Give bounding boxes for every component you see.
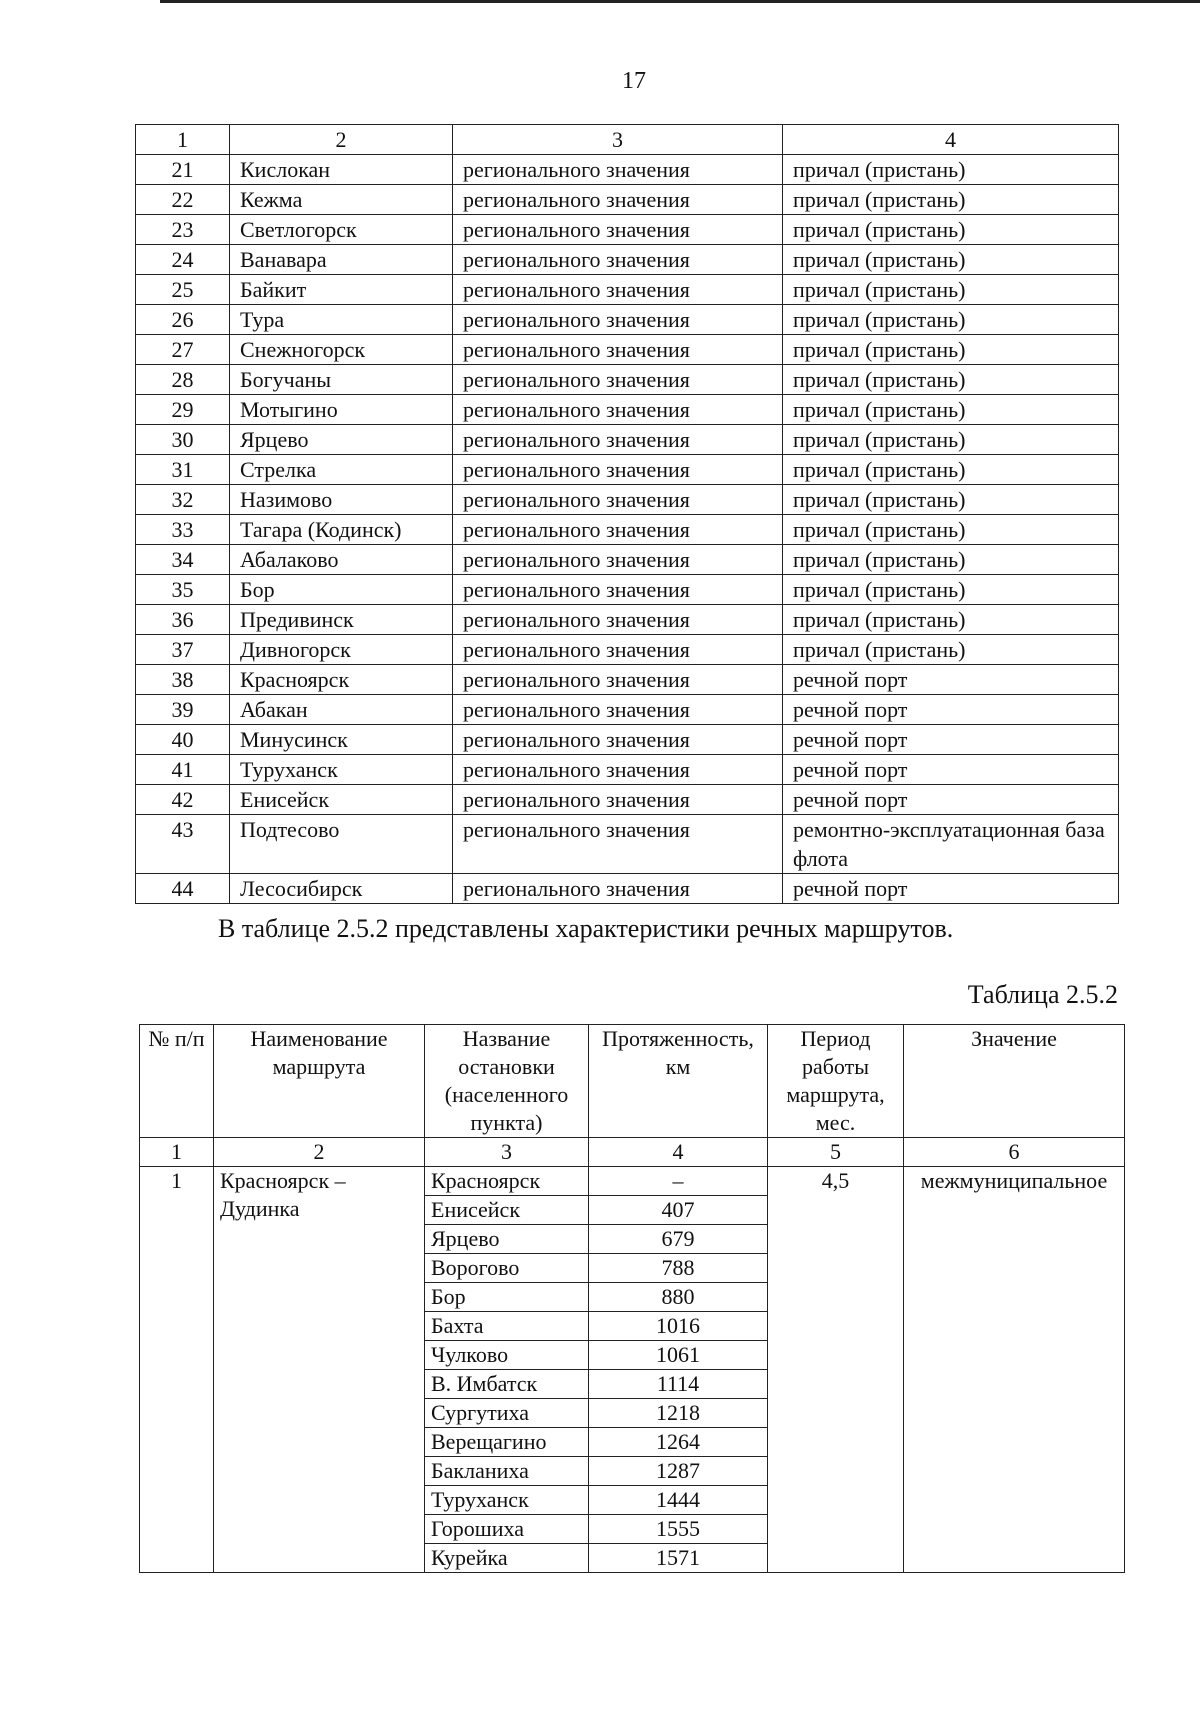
row-number-cell: 42 <box>136 785 230 815</box>
distance-cell: 1287 <box>589 1457 768 1486</box>
row-number-cell: 28 <box>136 365 230 395</box>
row-number-cell: 33 <box>136 515 230 545</box>
stop-name-cell: Ворогово <box>425 1254 589 1283</box>
row-number-cell: 31 <box>136 455 230 485</box>
table-row <box>136 815 1119 874</box>
facility-type-cell: речной порт <box>783 725 1119 755</box>
significance-cell: регионального значения <box>453 275 783 305</box>
row-number-cell: 40 <box>136 725 230 755</box>
ports-table <box>135 124 1119 904</box>
table-row <box>136 575 1119 605</box>
stop-name-cell: Туруханск <box>425 1486 589 1515</box>
route-number-cell: 1 <box>140 1167 214 1573</box>
significance-cell: регионального значения <box>453 395 783 425</box>
header-cell: Наименование маршрута <box>214 1025 425 1138</box>
header-cell: 4 <box>783 125 1119 155</box>
table-row <box>136 605 1119 635</box>
row-number-cell: 41 <box>136 755 230 785</box>
distance-cell: 1264 <box>589 1428 768 1457</box>
row-number-cell: 35 <box>136 575 230 605</box>
distance-cell: 788 <box>589 1254 768 1283</box>
row-number-cell: 36 <box>136 605 230 635</box>
stop-name-cell: Красноярск <box>425 1167 589 1196</box>
facility-type-cell: причал (пристань) <box>783 245 1119 275</box>
row-number-cell: 39 <box>136 695 230 725</box>
significance-cell: регионального значения <box>453 185 783 215</box>
significance-cell: регионального значения <box>453 155 783 185</box>
table-caption: Таблица 2.5.2 <box>967 980 1118 1009</box>
significance-cell: регионального значения <box>453 635 783 665</box>
colnum-cell: 4 <box>589 1138 768 1167</box>
table-row <box>136 275 1119 305</box>
settlement-cell: Байкит <box>230 275 453 305</box>
facility-type-cell: причал (пристань) <box>783 515 1119 545</box>
stop-name-cell: Енисейск <box>425 1196 589 1225</box>
settlement-cell: Подтесово <box>230 815 453 874</box>
ports-table-header-row <box>136 125 1119 155</box>
row-number-cell: 27 <box>136 335 230 365</box>
settlement-cell: Абалаково <box>230 545 453 575</box>
table-row <box>136 455 1119 485</box>
significance-cell: регионального значения <box>453 305 783 335</box>
stop-name-cell: Бор <box>425 1283 589 1312</box>
distance-cell: 1061 <box>589 1341 768 1370</box>
significance-cell: регионального значения <box>453 695 783 725</box>
table-row <box>136 395 1119 425</box>
settlement-cell: Кежма <box>230 185 453 215</box>
facility-type-cell: речной порт <box>783 665 1119 695</box>
stop-name-cell: Горошиха <box>425 1515 589 1544</box>
route-name-cell: Красноярск – Дудинка <box>214 1167 425 1573</box>
distance-cell: 1114 <box>589 1370 768 1399</box>
colnum-cell: 2 <box>214 1138 425 1167</box>
table-row <box>136 215 1119 245</box>
row-number-cell: 43 <box>136 815 230 874</box>
facility-type-cell: причал (пристань) <box>783 545 1119 575</box>
significance-cell: регионального значения <box>453 425 783 455</box>
significance-cell: регионального значения <box>453 665 783 695</box>
colnum-cell: 5 <box>768 1138 904 1167</box>
facility-type-cell: причал (пристань) <box>783 335 1119 365</box>
facility-type-cell: причал (пристань) <box>783 635 1119 665</box>
routes-table <box>139 1024 1125 1573</box>
facility-type-cell: причал (пристань) <box>783 305 1119 335</box>
row-number-cell: 25 <box>136 275 230 305</box>
stop-name-cell: Ярцево <box>425 1225 589 1254</box>
table-row <box>136 874 1119 904</box>
facility-type-cell: речной порт <box>783 785 1119 815</box>
distance-cell: 1016 <box>589 1312 768 1341</box>
stop-name-cell: В. Имбатск <box>425 1370 589 1399</box>
distance-cell: 1218 <box>589 1399 768 1428</box>
significance-cell: регионального значения <box>453 575 783 605</box>
header-cell: № п/п <box>140 1025 214 1138</box>
settlement-cell: Абакан <box>230 695 453 725</box>
stop-name-cell: Курейка <box>425 1544 589 1573</box>
header-cell: 3 <box>453 125 783 155</box>
significance-cell: регионального значения <box>453 215 783 245</box>
header-cell: Название остановки (населенного пункта) <box>425 1025 589 1138</box>
row-number-cell: 23 <box>136 215 230 245</box>
settlement-cell: Енисейск <box>230 785 453 815</box>
settlement-cell: Ярцево <box>230 425 453 455</box>
significance-cell: регионального значения <box>453 605 783 635</box>
row-number-cell: 30 <box>136 425 230 455</box>
distance-cell: 1555 <box>589 1515 768 1544</box>
significance-cell: регионального значения <box>453 335 783 365</box>
table-row <box>136 335 1119 365</box>
routes-table-header-row <box>140 1025 1125 1138</box>
facility-type-cell: речной порт <box>783 695 1119 725</box>
significance-cell: регионального значения <box>453 785 783 815</box>
header-cell: Протяженность, км <box>589 1025 768 1138</box>
row-number-cell: 29 <box>136 395 230 425</box>
significance-cell: регионального значения <box>453 365 783 395</box>
table-row <box>136 425 1119 455</box>
stop-name-cell: Верещагино <box>425 1428 589 1457</box>
significance-cell: регионального значения <box>453 245 783 275</box>
distance-cell: 1571 <box>589 1544 768 1573</box>
facility-type-cell: речной порт <box>783 874 1119 904</box>
settlement-cell: Бор <box>230 575 453 605</box>
facility-type-cell: причал (пристань) <box>783 365 1119 395</box>
table-row <box>136 515 1119 545</box>
facility-type-cell: причал (пристань) <box>783 395 1119 425</box>
table-row <box>136 245 1119 275</box>
table-row <box>136 545 1119 575</box>
distance-cell: 1444 <box>589 1486 768 1515</box>
facility-type-cell: причал (пристань) <box>783 215 1119 245</box>
header-cell: 1 <box>136 125 230 155</box>
table-row <box>136 695 1119 725</box>
significance-cell: регионального значения <box>453 515 783 545</box>
header-cell: Значение <box>904 1025 1125 1138</box>
settlement-cell: Туруханск <box>230 755 453 785</box>
colnum-cell: 6 <box>904 1138 1125 1167</box>
colnum-cell: 1 <box>140 1138 214 1167</box>
facility-type-cell: ремонтно-эксплуатационная база флота <box>783 815 1119 874</box>
settlement-cell: Богучаны <box>230 365 453 395</box>
significance-cell: регионального значения <box>453 815 783 874</box>
row-number-cell: 24 <box>136 245 230 275</box>
facility-type-cell: причал (пристань) <box>783 275 1119 305</box>
settlement-cell: Снежногорск <box>230 335 453 365</box>
significance-cell: межмуниципальное <box>904 1167 1125 1573</box>
row-number-cell: 38 <box>136 665 230 695</box>
table-row <box>136 155 1119 185</box>
stop-name-cell: Чулково <box>425 1341 589 1370</box>
row-number-cell: 21 <box>136 155 230 185</box>
facility-type-cell: причал (пристань) <box>783 485 1119 515</box>
stop-name-cell: Бахта <box>425 1312 589 1341</box>
table-row <box>136 305 1119 335</box>
period-cell: 4,5 <box>768 1167 904 1573</box>
table-row <box>136 665 1119 695</box>
row-number-cell: 34 <box>136 545 230 575</box>
row-number-cell: 22 <box>136 185 230 215</box>
scan-edge-line <box>160 0 1200 3</box>
table-row <box>140 1167 1125 1196</box>
distance-cell: – <box>589 1167 768 1196</box>
significance-cell: регионального значения <box>453 455 783 485</box>
row-number-cell: 37 <box>136 635 230 665</box>
settlement-cell: Мотыгино <box>230 395 453 425</box>
intro-paragraph: В таблице 2.5.2 представлены характеристики речных маршрутов. <box>218 914 954 943</box>
distance-cell: 880 <box>589 1283 768 1312</box>
settlement-cell: Назимово <box>230 485 453 515</box>
settlement-cell: Лесосибирск <box>230 874 453 904</box>
page-number: 17 <box>622 68 646 94</box>
table-row <box>136 365 1119 395</box>
table-row <box>136 635 1119 665</box>
facility-type-cell: причал (пристань) <box>783 455 1119 485</box>
facility-type-cell: причал (пристань) <box>783 155 1119 185</box>
significance-cell: регионального значения <box>453 485 783 515</box>
distance-cell: 679 <box>589 1225 768 1254</box>
settlement-cell: Тагара (Кодинск) <box>230 515 453 545</box>
table-row <box>136 785 1119 815</box>
stop-name-cell: Бакланиха <box>425 1457 589 1486</box>
row-number-cell: 44 <box>136 874 230 904</box>
significance-cell: регионального значения <box>453 725 783 755</box>
facility-type-cell: причал (пристань) <box>783 425 1119 455</box>
significance-cell: регионального значения <box>453 545 783 575</box>
table-row <box>136 185 1119 215</box>
facility-type-cell: речной порт <box>783 755 1119 785</box>
row-number-cell: 32 <box>136 485 230 515</box>
table-row <box>136 725 1119 755</box>
settlement-cell: Кислокан <box>230 155 453 185</box>
routes-table-colnum-row <box>140 1138 1125 1167</box>
table-row <box>136 485 1119 515</box>
stop-name-cell: Сургутиха <box>425 1399 589 1428</box>
header-cell: 2 <box>230 125 453 155</box>
settlement-cell: Светлогорск <box>230 215 453 245</box>
settlement-cell: Минусинск <box>230 725 453 755</box>
table-row <box>136 755 1119 785</box>
colnum-cell: 3 <box>425 1138 589 1167</box>
settlement-cell: Дивногорск <box>230 635 453 665</box>
facility-type-cell: причал (пристань) <box>783 185 1119 215</box>
settlement-cell: Тура <box>230 305 453 335</box>
facility-type-cell: причал (пристань) <box>783 605 1119 635</box>
settlement-cell: Красноярск <box>230 665 453 695</box>
significance-cell: регионального значения <box>453 755 783 785</box>
settlement-cell: Предивинск <box>230 605 453 635</box>
settlement-cell: Стрелка <box>230 455 453 485</box>
facility-type-cell: причал (пристань) <box>783 575 1119 605</box>
settlement-cell: Ванавара <box>230 245 453 275</box>
header-cell: Период работы маршрута, мес. <box>768 1025 904 1138</box>
row-number-cell: 26 <box>136 305 230 335</box>
distance-cell: 407 <box>589 1196 768 1225</box>
significance-cell: регионального значения <box>453 874 783 904</box>
